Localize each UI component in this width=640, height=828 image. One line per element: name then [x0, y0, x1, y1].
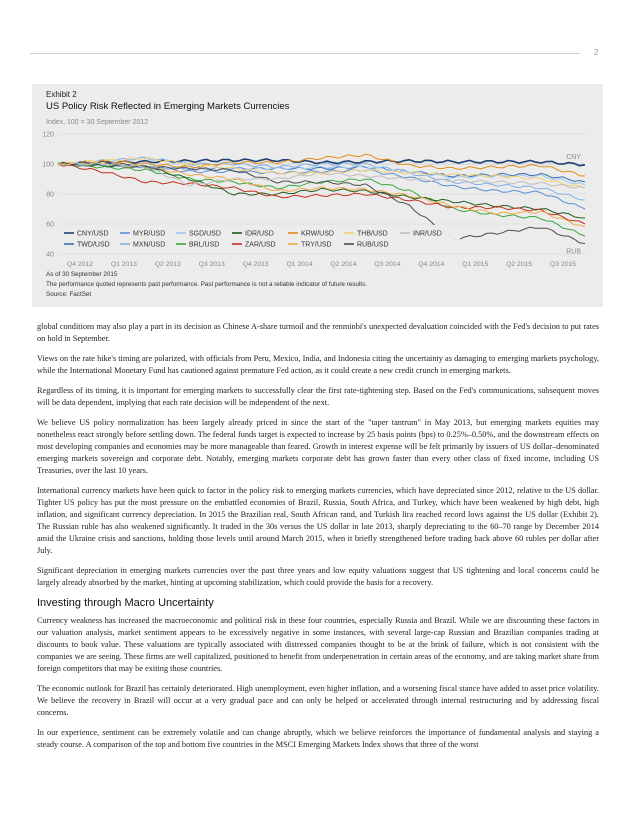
article-body [37, 321, 599, 759]
x-tick-label: Q2 2014 [330, 261, 357, 268]
x-tick-label: Q2 2015 [506, 261, 533, 268]
section-heading: Investing through Macro Uncertainty [37, 597, 214, 609]
legend-label: IDR/USD [245, 230, 274, 238]
x-tick-label: Q3 2013 [198, 261, 225, 268]
currency-chart [32, 84, 603, 269]
annotation-cny: CNY [566, 153, 581, 161]
x-tick-label: Q4 2014 [418, 261, 445, 268]
annotation-rub: RUB [566, 248, 581, 256]
series-line-idr-usd [58, 163, 585, 218]
exhibit-title: US Policy Risk Reflected in Emerging Markets Currencies [46, 101, 290, 112]
x-tick-label: Q3 2014 [374, 261, 401, 268]
exhibit-panel [32, 84, 603, 307]
x-tick-label: Q1 2013 [110, 261, 137, 268]
paragraph: Currency weakness has increased the macroeconomic and political risk in these four countries, especially Russia and Brazil. While we are discounting these factors in our valuation analysis, market sentiment appears to be excessively negative in some instances, with several large-cap Russian and Brazilian companies trading at discounts to book value. These valuations are typically associated with distressed companies thought to be at the brink of failure, which is not consistent with the companies we are seeing. These firms are well capitalized, positioned to benefit from underpenetration in certain areas of the economy, and are taking market share from foreign competitors that may be exiting those countries. [37, 616, 599, 673]
paragraph: Significant depreciation in emerging markets currencies over the past three years and low equity valuations suggest that US tightening and local concerns could be largely already absorbed by the market, hinting at upcoming stabilization, which could provide the basis for a recovery. [37, 566, 599, 587]
y-tick-label: 100 [42, 161, 54, 169]
disclaimer-note: The performance quoted represents past performance. Past performance is not a reliable indicator of future results. [46, 281, 367, 288]
x-tick-label: Q3 2015 [550, 261, 577, 268]
legend-label: MXN/USD [133, 241, 166, 249]
x-tick-label: Q1 2015 [462, 261, 489, 268]
header-rule [30, 53, 580, 54]
exhibit-subtitle: Index, 100 = 30 September 2012 [46, 119, 149, 126]
y-tick-label: 80 [46, 191, 54, 199]
x-tick-label: Q4 2012 [66, 261, 93, 268]
legend-label: RUB/USD [357, 241, 389, 249]
paragraph: global conditions may also play a part in its decision as Chinese A-share turmoil and the renminbi's unexpected devaluation coincided with the Fed's decision to put rates on hold in September. [37, 322, 599, 343]
legend-label: INR/USD [413, 230, 442, 238]
legend-label: ZAR/USD [245, 241, 276, 249]
x-tick-label: Q4 2013 [242, 261, 269, 268]
legend-label: CNY/USD [77, 230, 109, 238]
legend-label: TRY/USD [301, 241, 332, 249]
paragraph: In our experience, sentiment can be extremely volatile and can change abruptly, which we believe reinforces the importance of fundamental analysis and staying a steady course. A comparison of the top and bottom five countries in the MSCI Emerging Markets Index shows that three of the worst [37, 728, 599, 749]
exhibit-label: Exhibit 2 [46, 90, 77, 99]
legend-label: SGD/USD [189, 230, 221, 238]
paragraph: Views on the rate hike's timing are polarized, with officials from Peru, Mexico, India, and Indonesia citing the uncertainty as damaging to emerging markets psychology, while the International Monetary Fund has cautioned against premature Fed action, as it could create a new credit crunch in emerging markets. [37, 354, 599, 375]
legend-label: BRL/USD [189, 241, 220, 249]
x-tick-label: Q2 2013 [154, 261, 181, 268]
x-tick-label: Q1 2014 [286, 261, 313, 268]
paragraph: The economic outlook for Brazil has certainly deteriorated. High unemployment, even higher inflation, and a worsening fiscal stance have added to asset price volatility. We believe the recovery in Brazil will occur at a very gradual pace and can only be helped or accelerated through internal restructuring and by addressing fiscal concerns. [37, 684, 599, 717]
y-tick-label: 120 [42, 131, 54, 139]
legend-label: KRW/USD [301, 230, 334, 238]
series-line-myr-usd [58, 163, 585, 209]
paragraph: International currency markets have been quick to factor in the policy risk to emerging markets currencies, which have depreciated since 2012, relative to the US dollar. Tighter US policy has put the most pressure on the embattled economies of Brazil, Russia, South Africa, and Turkey, which have been weakened by high debt, high inflation, and significant currency depreciation. In 2015 the Brazilian real, South African rand, and Turkish lira reached record lows against the US dollar (Exhibit 2). The Russian ruble has also weakened significantly. It traded in the 30s versus the US dollar in late 2013, sharply depreciating to the 60–70 range by December 2014 amid the Ukraine crisis and sanctions, holding those levels until around March 2015, when it briefly strengthened before trading back above 60 rubles per dollar after July. [37, 486, 599, 555]
legend-label: TWD/USD [77, 241, 110, 249]
legend-label: THB/USD [357, 230, 388, 238]
y-tick-label: 60 [46, 221, 54, 229]
as-of-note: As of 30 September 2015 [46, 271, 118, 278]
legend-label: MYR/USD [133, 230, 166, 238]
paragraph: We believe US policy normalization has been largely already priced in since the start of the "taper tantrum" in May 2013, but emerging markets equities may nonetheless react strongly before settling down. The federal funds target is expected to increase by 25 basis points (bps) to 0.25%–0.50%, and the downstream effects on most developing companies and economies may be more manageable than feared. Growth in interest expense will be felt primarily by issuers of US dollar–denominated emerging markets sovereign and corporate debt. Notably, emerging markets corporate debt has grown faster than every other class of fixed income, including US Treasuries, over the last 10 years. [37, 418, 599, 475]
page-number: 2 [594, 48, 599, 57]
y-tick-label: 40 [46, 251, 54, 259]
paragraph: Regardless of its timing, it is important for emerging markets to successfully clear the first rate-tightening step. Based on the Fed's communications, subsequent moves will be data dependent, implying that each rate decision will be independent of the next. [37, 386, 599, 407]
source-note: Source: FactSet [46, 291, 92, 298]
